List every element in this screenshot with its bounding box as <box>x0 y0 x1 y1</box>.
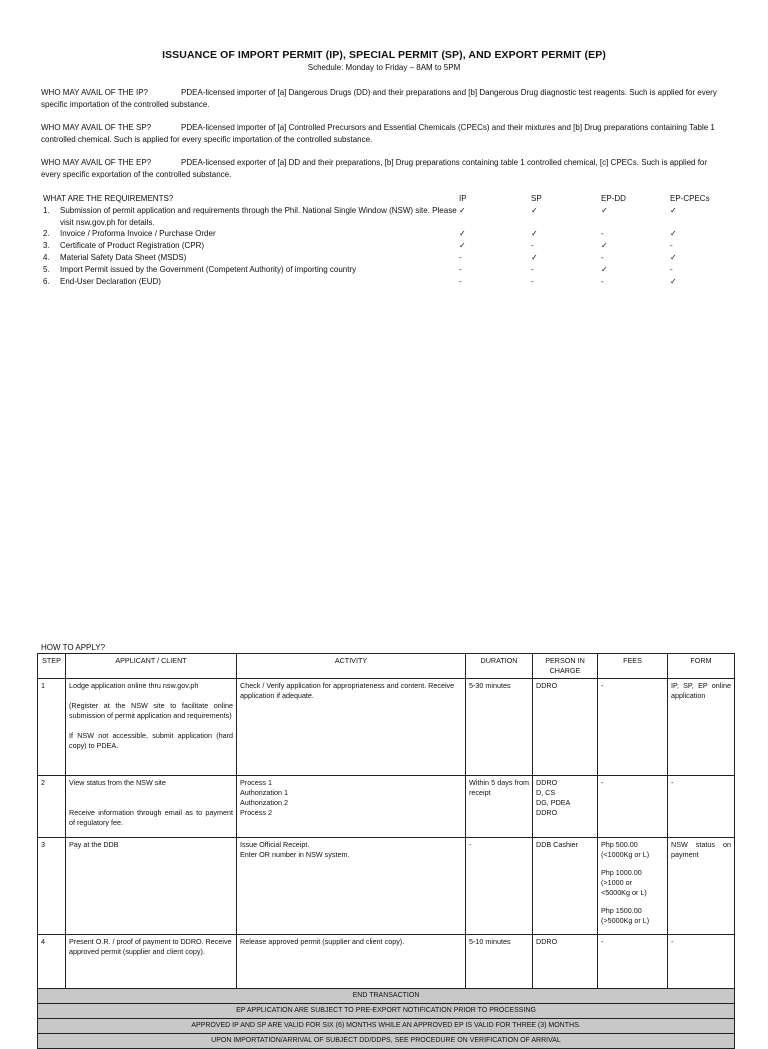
duration-cell: Within 5 days from receipt <box>466 776 533 838</box>
fees-cell: - <box>598 679 668 776</box>
requirement-epdd-mark: - <box>601 229 604 238</box>
person-cell: DDRO <box>533 935 598 989</box>
requirement-ip-mark: - <box>459 253 462 262</box>
requirements-heading: WHAT ARE THE REQUIREMENTS? <box>43 194 174 203</box>
requirement-ip-mark: - <box>459 265 462 274</box>
requirement-epcpecs-mark: ✓ <box>670 277 677 286</box>
who-sp-label: WHO MAY AVAIL OF THE SP? <box>41 123 152 132</box>
requirements-section <box>41 193 741 288</box>
col-ip-header: IP <box>459 194 467 203</box>
document-title: ISSUANCE OF IMPORT PERMIT (IP), SPECIAL PERMIT (SP), AND EXPORT PERMIT (EP) <box>162 49 606 61</box>
arrival-verification-note: UPON IMPORTATION/ARRIVAL OF SUBJECT DD/DDPS, SEE PROCEDURE ON VERIFICATION OF ARRIVAL <box>38 1034 735 1049</box>
requirement-ip-mark: - <box>459 277 462 286</box>
requirements-header-row <box>41 193 741 205</box>
col-sp-header: SP <box>531 194 542 203</box>
step-number: 1 <box>38 679 66 776</box>
fees-cell: - <box>598 935 668 989</box>
footer-row <box>38 1034 735 1049</box>
requirement-row <box>41 252 741 264</box>
requirement-row <box>41 228 741 240</box>
footer-row <box>38 1019 735 1034</box>
steps-table <box>37 653 735 1049</box>
table-row <box>38 776 735 838</box>
requirement-ip-mark: ✓ <box>459 229 466 238</box>
requirement-row <box>41 205 741 228</box>
requirement-number: 3. <box>43 241 50 250</box>
header-step: STEP <box>38 654 66 679</box>
requirement-ip-mark: ✓ <box>459 206 466 215</box>
requirement-epdd-mark: - <box>601 277 604 286</box>
step-number: 2 <box>38 776 66 838</box>
client-text: Lodge application online thru nsw.gov.ph <box>69 681 199 690</box>
fee-tier-text: Php 1000.00 (>1000 or <5000Kg or L) <box>601 868 647 897</box>
who-ep-label: WHO MAY AVAIL OF THE EP? <box>41 158 152 167</box>
col-epdd-header: EP-DD <box>601 194 626 203</box>
header-fees: FEES <box>598 654 668 679</box>
table-row <box>38 679 735 776</box>
fees-cell <box>598 838 668 935</box>
requirement-row <box>41 264 741 276</box>
schedule-text: Schedule: Monday to Friday – 8AM to 5PM <box>307 63 461 72</box>
header-form: FORM <box>668 654 735 679</box>
col-epcpecs-header: EP-CPECs <box>670 194 710 203</box>
fee-tier-text: Php 1500.00 (>5000Kg or L) <box>601 906 650 925</box>
how-to-apply-heading: HOW TO APPLY? <box>41 643 106 652</box>
form-cell: IP, SP, EP online application <box>668 679 735 776</box>
step-number: 4 <box>38 935 66 989</box>
client-text: (Register at the NSW site to facilitate online submission of permit application and requirements) <box>69 701 233 720</box>
header-applicant-client: APPLICANT / CLIENT <box>66 654 237 679</box>
fee-tier-text: Php 500.00 (<1000Kg or L) <box>601 840 650 859</box>
requirement-epdd-mark: ✓ <box>601 265 608 274</box>
requirement-row <box>41 240 741 252</box>
who-ip-text: PDEA-licensed importer of [a] Dangerous Drugs (DD) and their preparations and [b] Dangerous Drug diagnostic test reagents. Such is applied for every specific importation of the controlled substance. <box>41 88 717 109</box>
fees-cell: - <box>598 776 668 838</box>
duration-cell: 5-10 minutes <box>466 935 533 989</box>
end-transaction-note: END TRANSACTION <box>38 989 735 1004</box>
form-cell: - <box>668 776 735 838</box>
activity-cell: Issue Official Receipt. Enter OR number in NSW system. <box>237 838 466 935</box>
requirement-epdd-mark: - <box>601 253 604 262</box>
activity-cell: Check / Verify application for appropriateness and content. Receive application if adequate. <box>237 679 466 776</box>
form-cell: - <box>668 935 735 989</box>
requirement-text: Import Permit issued by the Government (Competent Authority) of importing country <box>60 265 357 274</box>
requirement-number: 1. <box>43 206 50 215</box>
requirement-number: 4. <box>43 253 50 262</box>
requirement-text: End-User Declaration (EUD) <box>60 277 161 286</box>
validity-note: APPROVED IP AND SP ARE VALID FOR SIX (6) MONTHS WHILE AN APPROVED EP IS VALID FOR THREE (3) MONTHS. <box>38 1019 735 1034</box>
step-number: 3 <box>38 838 66 935</box>
client-text: If NSW not accessible, submit application (hard copy) to PDEA. <box>69 731 233 750</box>
requirement-epcpecs-mark: ✓ <box>670 229 677 238</box>
requirement-number: 5. <box>43 265 50 274</box>
header-person-in-charge: PERSON IN CHARGE <box>533 654 598 679</box>
client-cell <box>66 776 237 838</box>
requirement-sp-mark: ✓ <box>531 206 538 215</box>
requirement-sp-mark: ✓ <box>531 253 538 262</box>
activity-cell: Release approved permit (supplier and client copy). <box>237 935 466 989</box>
requirement-sp-mark: - <box>531 277 534 286</box>
person-cell: DDRO D, CS DG, PDEA DDRO <box>533 776 598 838</box>
pre-export-note: EP APPLICATION ARE SUBJECT TO PRE-EXPORT NOTIFICATION PRIOR TO PROCESSING <box>38 1004 735 1019</box>
requirement-text: Certificate of Product Registration (CPR) <box>60 241 205 250</box>
table-row <box>38 935 735 989</box>
who-ip-label: WHO MAY AVAIL OF THE IP? <box>41 88 148 97</box>
who-ep-text: PDEA-licensed exporter of [a] DD and their preparations, [b] Drug preparations containing table 1 controlled chemical, [c] CPECs. Such is applied for every specific exportation of the controlled substance. <box>41 158 708 179</box>
requirement-epdd-mark: ✓ <box>601 206 608 215</box>
requirement-row <box>41 276 741 288</box>
requirement-number: 6. <box>43 277 50 286</box>
requirement-epcpecs-mark: ✓ <box>670 253 677 262</box>
requirement-number: 2. <box>43 229 50 238</box>
requirement-epdd-mark: ✓ <box>601 241 608 250</box>
steps-header-row <box>38 654 735 679</box>
client-text: View status from the NSW site <box>69 778 166 787</box>
requirement-epcpecs-mark: ✓ <box>670 206 677 215</box>
table-row <box>38 838 735 935</box>
requirement-sp-mark: - <box>531 265 534 274</box>
footer-row <box>38 989 735 1004</box>
footer-row <box>38 1004 735 1019</box>
duration-cell: - <box>466 838 533 935</box>
requirement-text: Invoice / Proforma Invoice / Purchase Order <box>60 229 216 238</box>
requirement-epcpecs-mark: - <box>670 241 673 250</box>
header-activity: ACTIVITY <box>237 654 466 679</box>
client-cell <box>66 679 237 776</box>
form-cell: NSW status on payment <box>668 838 735 935</box>
who-sp-text: PDEA-licensed importer of [a] Controlled Precursors and Essential Chemicals (CPECs) and their mixtures and [b] Drug preparations containing Table 1 controlled chemical. Such is applied for every specific importation of the controlled substance. <box>41 123 715 144</box>
person-cell: DDRO <box>533 679 598 776</box>
who-sp-paragraph <box>41 122 721 146</box>
client-cell: Pay at the DDB <box>66 838 237 935</box>
requirement-sp-mark: - <box>531 241 534 250</box>
requirement-epcpecs-mark: - <box>670 265 673 274</box>
client-cell: Present O.R. / proof of payment to DDRO. Receive approved permit (supplier and client copy). <box>66 935 237 989</box>
who-ep-paragraph <box>41 157 721 181</box>
requirement-text: Submission of permit application and requirements through the Phil. National Single Window (NSW) site. Please visit nsw.gov.ph for details. <box>60 206 457 227</box>
activity-cell: Process 1 Authorization 1 Authorization 2 Process 2 <box>237 776 466 838</box>
header-duration: DURATION <box>466 654 533 679</box>
client-text: Receive information through email as to payment of regulatory fee. <box>69 808 233 827</box>
duration-cell: 5-30 minutes <box>466 679 533 776</box>
requirement-text: Material Safety Data Sheet (MSDS) <box>60 253 187 262</box>
requirement-sp-mark: ✓ <box>531 229 538 238</box>
who-ip-paragraph <box>41 87 721 111</box>
person-cell: DDB Cashier <box>533 838 598 935</box>
requirement-ip-mark: ✓ <box>459 241 466 250</box>
